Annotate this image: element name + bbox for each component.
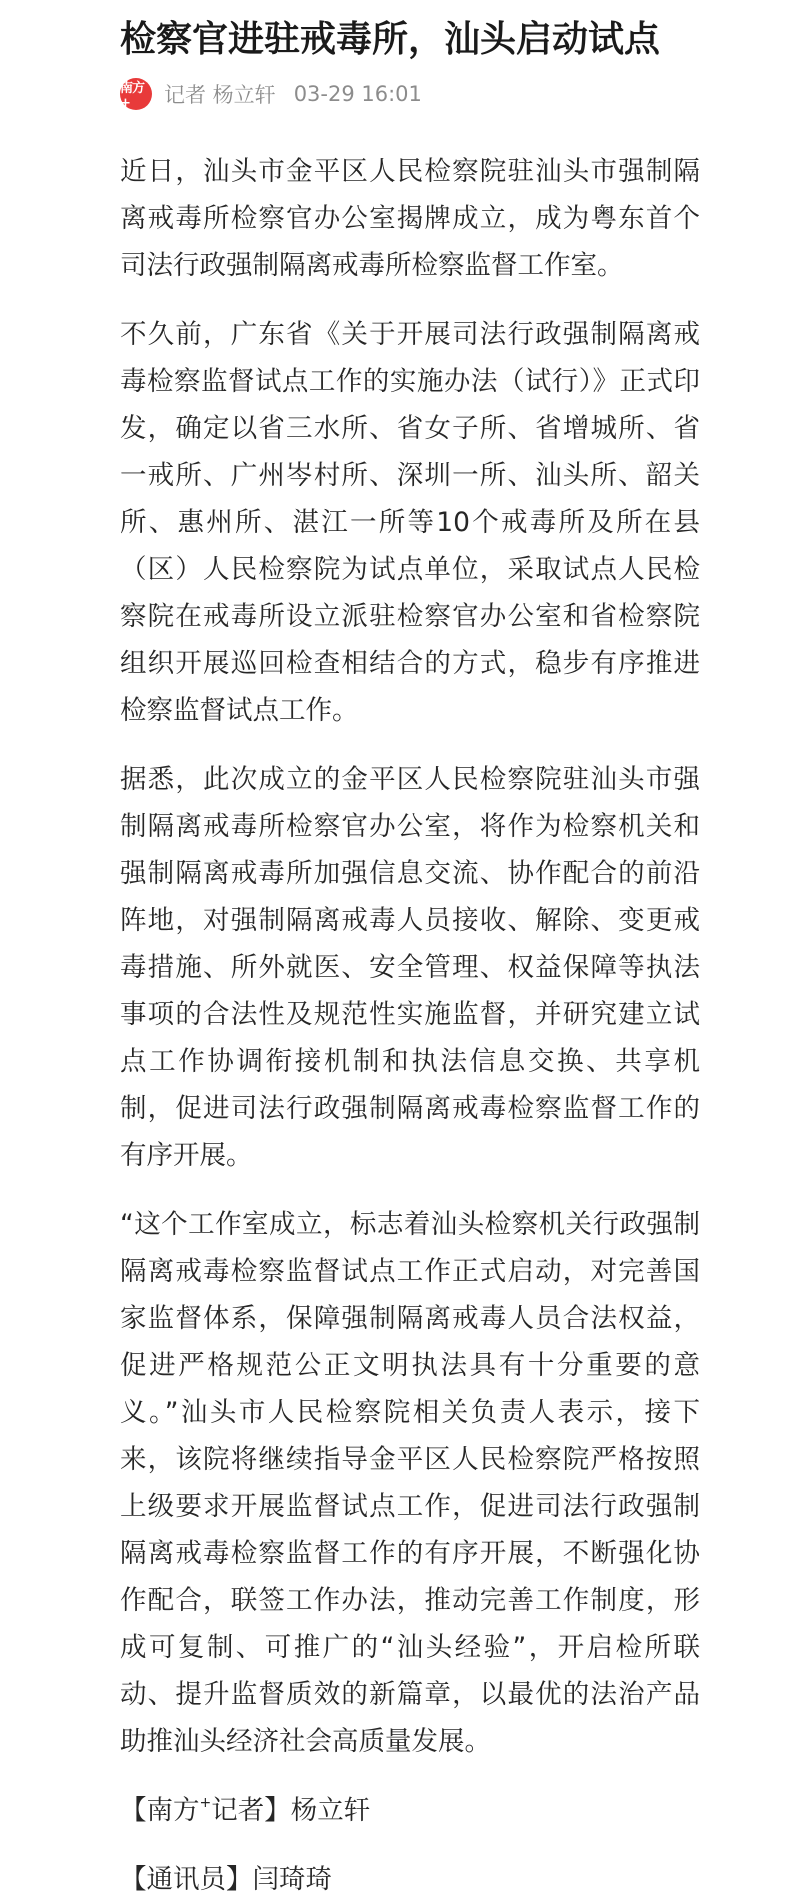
paragraph: 据悉，此次成立的金平区人民检察院驻汕头市强制隔离戒毒所检察官办公室，将作为检察机关和强制隔离戒毒所加强信息交流、协作配合的前沿阵地，对强制隔离戒毒人员接收、解除、变更戒毒措施、所外就医、安全管理、权益保障等执法事项的合法性及规范性实施监督，并研究建立试点工作协调衔接机制和执法信息交换、共享机制，促进司法行政强制隔离戒毒检察监督工作的有序开展。 [120,764,700,1171]
article-body [120,148,700,1900]
article-title: 检察官进驻戒毒所，汕头启动试点 [120,19,661,60]
reporter-credit [120,1787,700,1834]
article-meta [120,74,700,114]
paragraph: “这个工作室成立，标志着汕头检察机关行政强制隔离戒毒检察监督试点工作正式启动，对完善国家监督体系，保障强制隔离戒毒人员合法权益，促进严格规范公正文明执法具有十分重要的意义。”汕头市人民检察院相关负责人表示，接下来，该院将继续指导金平区人民检察院严格按照上级要求开展监督试点工作，促进司法行政强制隔离戒毒检察监督工作的有序开展，不断强化协作配合，联签工作办法，推动完善工作制度，形成可复制、可推广的“汕头经验”，开启检所联动、提升监督质效的新篇章，以最优的法治产品助推汕头经济社会高质量发展。 [120,1209,700,1757]
paragraph: 近日，汕头市金平区人民检察院驻汕头市强制隔离戒毒所检察官办公室揭牌成立，成为粤东首个司法行政强制隔离戒毒所检察监督工作室。 [120,156,700,281]
paragraph: 不久前，广东省《关于开展司法行政强制隔离戒毒检察监督试点工作的实施办法（试行）》正式印发，确定以省三水所、省女子所、省增城所、省一戒所、广州岑村所、深圳一所、汕头所、韶关所、惠州所、湛江一所等10个戒毒所及所在县（区）人民检察院为试点单位，采取试点人民检察院在戒毒所设立派驻检察官办公室和省检察院组织开展巡回检查相结合的方式，稳步有序推进检察监督试点工作。 [120,319,700,726]
reporter-credit-plus: + [199,1795,212,1811]
author-name[interactable]: 记者 杨立轩 [164,83,276,107]
publish-time: 03-29 16:01 [293,82,422,106]
source-logo: 南方+ [120,78,152,110]
reporter-credit-suffix: 记者】杨立轩 [211,1795,371,1826]
reporter-credit-prefix: 【南方 [120,1795,200,1826]
correspondent-credit: 【通讯员】闫琦琦 [120,1864,332,1895]
